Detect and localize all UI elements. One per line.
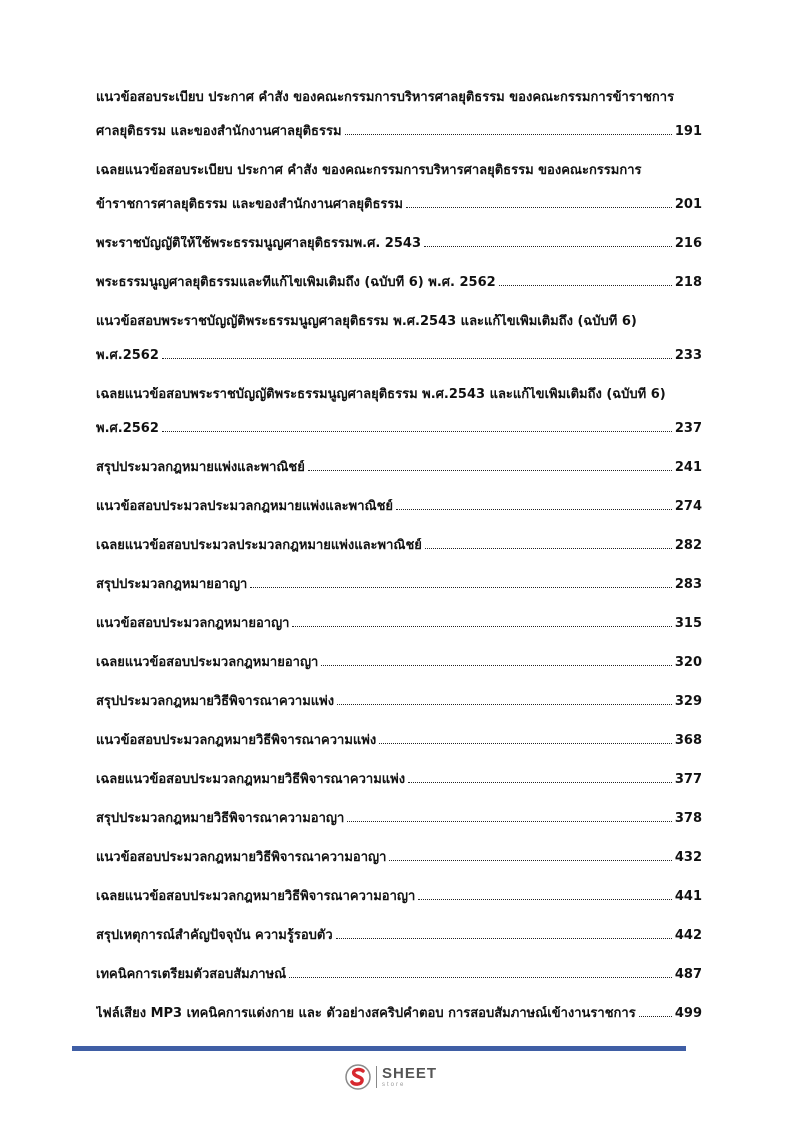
- toc-entry-title: เฉลยแนวข้อสอบประมวลประมวลกฎหมายแพ่งและพาณิชย์: [96, 538, 422, 553]
- logo-text: [382, 1066, 437, 1088]
- toc-entry[interactable]: [96, 538, 702, 558]
- toc-entry-line: [96, 616, 702, 636]
- toc-page-number: 191: [674, 124, 702, 139]
- toc-page-number: 499: [674, 1006, 702, 1021]
- toc-page-number: 378: [674, 811, 702, 826]
- toc-entry[interactable]: [96, 236, 702, 256]
- logo-subtext: store: [382, 1082, 406, 1088]
- toc-entry[interactable]: [96, 90, 702, 144]
- toc-entry[interactable]: [96, 928, 702, 948]
- toc-page-number: 283: [674, 577, 702, 592]
- toc-entry-line: [96, 387, 702, 407]
- toc-entry-line: [96, 928, 702, 948]
- logo-divider: [376, 1066, 377, 1088]
- toc-page-number: 216: [674, 236, 702, 251]
- toc-page-number: 241: [674, 460, 702, 475]
- toc-page-number: 329: [674, 694, 702, 709]
- toc-entry[interactable]: [96, 811, 702, 831]
- toc-entry-line: [96, 124, 702, 144]
- toc-dot-leader: [162, 431, 672, 432]
- toc-dot-leader: [408, 782, 672, 783]
- toc-entry-title: แนวข้อสอบประมวลกฎหมายวิธีพิจารณาความอาญา: [96, 850, 387, 865]
- footer-divider: [72, 1046, 686, 1051]
- toc-entry-line: [96, 90, 702, 110]
- toc-page-number: 377: [674, 772, 702, 787]
- toc-entry[interactable]: [96, 616, 702, 636]
- toc-entry[interactable]: [96, 733, 702, 753]
- toc-entry-title: เฉลยแนวข้อสอบพระราชบัญญัติพระธรรมนูญศาลยุติธรรม พ.ศ.2543 และแก้ไขเพิ่มเติมถึง (ฉบับที่ 6): [96, 387, 666, 402]
- toc-dot-leader: [162, 358, 672, 359]
- toc-entry-title: เฉลยแนวข้อสอบระเบียบ ประกาศ คำสั่ง ของคณะกรรมการบริหารศาลยุติธรรม ของคณะกรรมการ: [96, 163, 642, 178]
- toc-entry-title: ข้าราชการศาลยุติธรรม และของสำนักงานศาลยุติธรรม: [96, 197, 403, 212]
- toc-page-number: 368: [674, 733, 702, 748]
- toc-page-number: 320: [674, 655, 702, 670]
- toc-dot-leader: [337, 704, 672, 705]
- toc-entry-line: [96, 1006, 702, 1026]
- toc-page-number: 201: [674, 197, 702, 212]
- toc-entry-line: [96, 967, 702, 987]
- toc-entry-title: สรุปเหตุการณ์สำคัญปัจจุบัน ความรู้รอบตัว: [96, 928, 333, 943]
- toc-entry-title: แนวข้อสอบพระราชบัญญัติพระธรรมนูญศาลยุติธรรม พ.ศ.2543 และแก้ไขเพิ่มเติมถึง (ฉบับที่ 6): [96, 314, 637, 329]
- toc-entry-line: [96, 538, 702, 558]
- toc-entry-line: [96, 236, 702, 256]
- toc-entry-title: พ.ศ.2562: [96, 421, 159, 436]
- toc-dot-leader: [289, 977, 672, 978]
- toc-entry-line: [96, 197, 702, 217]
- toc-dot-leader: [639, 1016, 672, 1017]
- toc-entry-title: แนวข้อสอบประมวลกฎหมายอาญา: [96, 616, 290, 631]
- toc-dot-leader: [250, 587, 671, 588]
- toc-entry-title: เฉลยแนวข้อสอบประมวลกฎหมายอาญา: [96, 655, 319, 670]
- toc-entry[interactable]: [96, 850, 702, 870]
- toc-entry-title: เฉลยแนวข้อสอบประมวลกฎหมายวิธีพิจารณาความแพ่ง: [96, 772, 406, 787]
- table-of-contents: [96, 90, 702, 1045]
- toc-dot-leader: [308, 470, 672, 471]
- toc-dot-leader: [347, 821, 672, 822]
- toc-entry-title: พระราชบัญญัติให้ใช้พระธรรมนูญศาลยุติธรรมพ.ศ. 2543: [96, 236, 421, 251]
- toc-dot-leader: [345, 134, 672, 135]
- toc-entry[interactable]: [96, 655, 702, 675]
- toc-entry[interactable]: [96, 772, 702, 792]
- toc-dot-leader: [499, 285, 672, 286]
- toc-entry[interactable]: [96, 577, 702, 597]
- toc-entry-line: [96, 577, 702, 597]
- toc-entry-title: แนวข้อสอบระเบียบ ประกาศ คำสั่ง ของคณะกรรมการบริหารศาลยุติธรรม ของคณะกรรมการข้าราชการ: [96, 90, 675, 105]
- toc-entry-line: [96, 314, 702, 334]
- toc-entry-line: [96, 733, 702, 753]
- toc-entry-line: [96, 163, 702, 183]
- sheet-store-logo: [345, 1062, 437, 1092]
- toc-dot-leader: [292, 626, 671, 627]
- toc-entry-title: ศาลยุติธรรม และของสำนักงานศาลยุติธรรม: [96, 124, 342, 139]
- toc-entry[interactable]: [96, 387, 702, 441]
- toc-entry-line: [96, 772, 702, 792]
- toc-entry[interactable]: [96, 694, 702, 714]
- toc-entry-title: พระธรรมนูญศาลยุติธรรมและที่แก้ไขเพิ่มเติมถึง (ฉบับที่ 6) พ.ศ. 2562: [96, 275, 496, 290]
- toc-entry-line: [96, 850, 702, 870]
- toc-entry[interactable]: [96, 163, 702, 217]
- sheet-store-s-logo-icon: [345, 1064, 371, 1090]
- toc-page-number: 441: [674, 889, 702, 904]
- toc-entry-title: แนวข้อสอบประมวลประมวลกฎหมายแพ่งและพาณิชย์: [96, 499, 394, 514]
- toc-entry-title: เฉลยแนวข้อสอบประมวลกฎหมายวิธีพิจารณาความอาญา: [96, 889, 416, 904]
- toc-entry[interactable]: [96, 889, 702, 909]
- toc-entry-line: [96, 421, 702, 441]
- toc-entry[interactable]: [96, 460, 702, 480]
- toc-entry-title: สรุปประมวลกฎหมายอาญา: [96, 577, 248, 592]
- toc-page-number: 274: [674, 499, 702, 514]
- toc-entry[interactable]: [96, 499, 702, 519]
- toc-dot-leader: [418, 899, 672, 900]
- toc-entry[interactable]: [96, 1006, 702, 1026]
- toc-page-number: 282: [674, 538, 702, 553]
- toc-entry[interactable]: [96, 275, 702, 295]
- toc-entry-line: [96, 460, 702, 480]
- toc-entry-line: [96, 275, 702, 295]
- toc-dot-leader: [336, 938, 672, 939]
- toc-entry-title: เทคนิคการเตรียมตัวสอบสัมภาษณ์: [96, 967, 287, 982]
- toc-entry[interactable]: [96, 314, 702, 368]
- toc-page-number: 233: [674, 348, 702, 363]
- toc-page-number: 315: [674, 616, 702, 631]
- toc-page-number: 487: [674, 967, 702, 982]
- toc-dot-leader: [379, 743, 672, 744]
- toc-entry-title: ไฟล์เสียง MP3 เทคนิคการแต่งกาย และ ตัวอย่างสคริปคำตอบ การสอบสัมภาษณ์เข้างานราชการ: [96, 1006, 636, 1021]
- toc-dot-leader: [425, 548, 672, 549]
- toc-dot-leader: [321, 665, 672, 666]
- toc-entry-title: สรุปประมวลกฎหมายวิธีพิจารณาความอาญา: [96, 811, 345, 826]
- toc-dot-leader: [389, 860, 671, 861]
- toc-entry[interactable]: [96, 967, 702, 987]
- toc-page-number: 218: [674, 275, 702, 290]
- toc-dot-leader: [424, 246, 672, 247]
- toc-entry-line: [96, 348, 702, 368]
- toc-page-number: 442: [674, 928, 702, 943]
- toc-entry-line: [96, 655, 702, 675]
- toc-entry-title: แนวข้อสอบประมวลกฎหมายวิธีพิจารณาความแพ่ง: [96, 733, 377, 748]
- toc-dot-leader: [406, 207, 672, 208]
- toc-entry-title: พ.ศ.2562: [96, 348, 159, 363]
- toc-entry-line: [96, 811, 702, 831]
- toc-entry-line: [96, 889, 702, 909]
- toc-page-number: 237: [674, 421, 702, 436]
- toc-dot-leader: [396, 509, 672, 510]
- toc-page-number: 432: [674, 850, 702, 865]
- toc-entry-line: [96, 499, 702, 519]
- toc-entry-line: [96, 694, 702, 714]
- toc-entry-title: สรุปประมวลกฎหมายวิธีพิจารณาความแพ่ง: [96, 694, 335, 709]
- toc-entry-title: สรุปประมวลกฎหมายแพ่งและพาณิชย์: [96, 460, 305, 475]
- logo-wordmark: SHEET: [382, 1065, 438, 1082]
